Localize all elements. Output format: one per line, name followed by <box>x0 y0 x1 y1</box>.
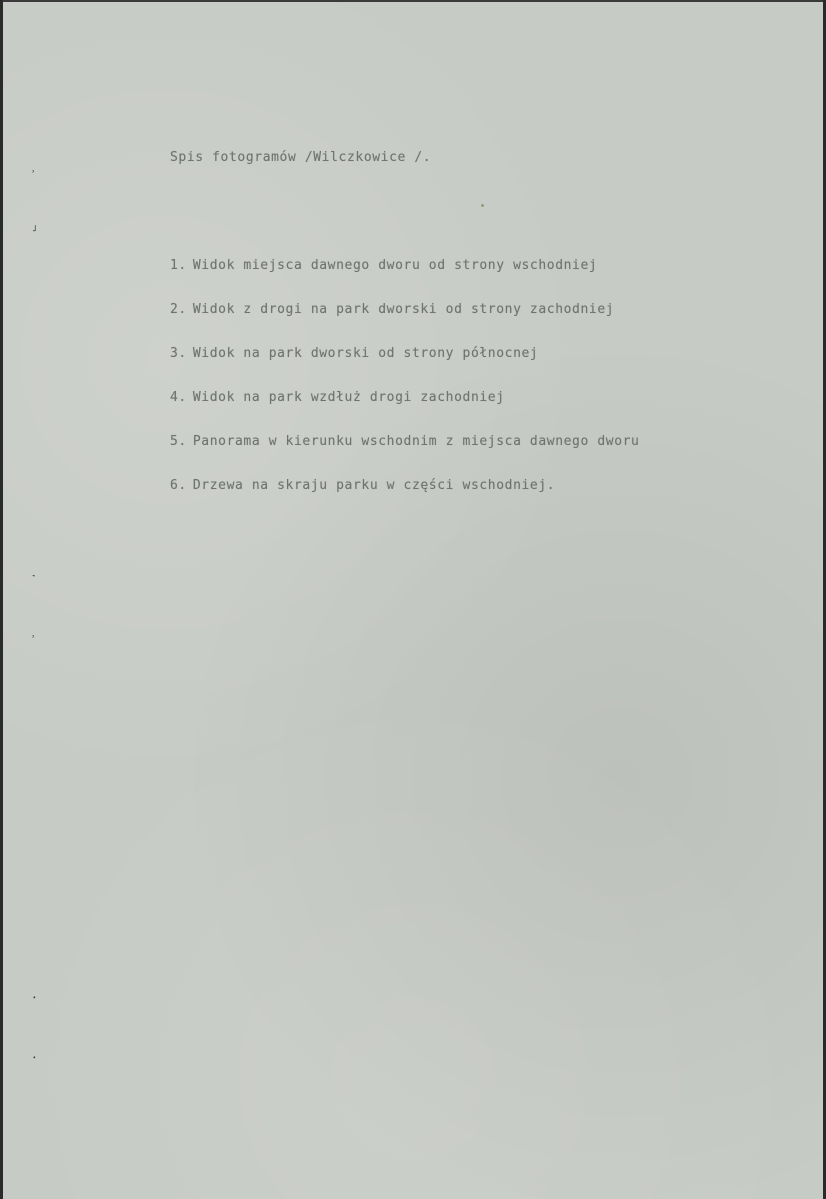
list-item-text: Widok z drogi na park dworski od strony zachodniej <box>192 302 615 317</box>
list-item-text: Widok na park wzdłuż drogi zachodniej <box>192 390 505 405</box>
list-item-number: 6. <box>170 478 187 493</box>
list-item-text: Drzewa na skraju parku w części wschodniej. <box>192 478 556 493</box>
page-top-edge <box>0 0 826 2</box>
margin-tick-mark: ˒ <box>32 633 35 643</box>
margin-tick-mark: ˔ <box>32 993 37 1003</box>
margin-tick-mark: ˩ <box>32 224 37 234</box>
page-left-edge <box>0 0 3 1199</box>
list-item-text: Panorama w kierunku wschodnim z miejsca dawnego dworu <box>192 434 640 449</box>
list-item <box>170 390 505 405</box>
document-title: Spis fotogramów /Wilczkowice /. <box>170 150 432 165</box>
list-item-number: 3. <box>170 346 187 361</box>
paper-speck <box>481 204 484 207</box>
list-item-number: 4. <box>170 390 187 405</box>
list-item-text: Widok miejsca dawnego dworu od strony wschodniej <box>192 258 598 273</box>
margin-tick-mark: ˺ <box>32 575 35 585</box>
list-item <box>170 346 538 361</box>
list-item-number: 5. <box>170 434 187 449</box>
list-item-number: 1. <box>170 258 187 273</box>
list-item-number: 2. <box>170 302 187 317</box>
list-item-text: Widok na park dworski od strony północnej <box>192 346 539 361</box>
list-item <box>170 258 597 273</box>
margin-tick-mark: ˒ <box>32 168 35 178</box>
list-item <box>170 434 639 449</box>
margin-tick-mark: ˔ <box>32 1053 37 1063</box>
list-item <box>170 478 555 493</box>
list-item <box>170 302 614 317</box>
